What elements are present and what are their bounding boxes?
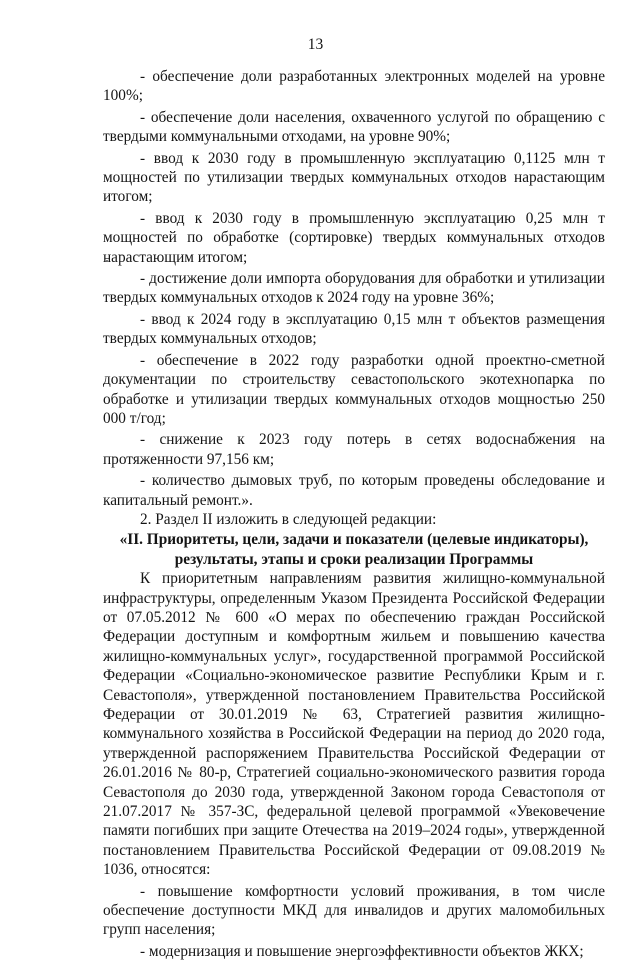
bullet-item: - ввод к 2024 году в эксплуатацию 0,15 млн т объектов размещения твердых коммунальных отходов; bbox=[103, 310, 605, 348]
section-heading: «II. Приоритеты, цели, задачи и показатели (целевые индикаторы), результаты, этапы и сроки реализации Программы bbox=[119, 531, 589, 568]
bullet-item: - количество дымовых труб, по которым проведены обследование и капитальный ремонт.». bbox=[103, 472, 605, 509]
bullet-item: - повышение комфортности условий проживания, в том числе обеспечение доступности МКД для инвалидов и других маломобильных групп населения; bbox=[103, 882, 605, 939]
bullet-item: - снижение к 2023 году потерь в сетях водоснабжения на протяженности 97,156 км; bbox=[103, 431, 605, 468]
bullet-item: - обеспечение доли разработанных электронных моделей на уровне 100%; bbox=[103, 68, 605, 105]
main-paragraph: К приоритетным направлениям развития жилищно-коммунальной инфраструктуры, определенным Указом Президента Российской Федерации от 07.05.2012 № 600 «О мерах по обеспечению граждан Российской Федерации доступным и комфортным жильем и повышению качества жилищно-коммунальных услуг», государственной программой Российской Федерации «Социально-экономическое развитие Республики Крым и г. Севастополя», утвержденной постановлением Правительства Российской Федерации от 30.01.2019 № 63, Стратегией развития жилищно-коммунального хозяйства в Российской Федерации на период до 2020 года, утвержденной распоряжением Правительства Российской Федерации от 26.01.2016 № 80-р, Стратегией социально-экономического развития города Севастополя до 2030 года, утвержденной Законом города Севастополя от 21.07.2017 № 357-ЗС, федеральной целевой программой «Увековечение памяти погибших при защите Отечества на 2019–2024 годы», утвержденной постановлением Правительства Российской Федерации от 09.08.2019 № 1036, относятся: bbox=[103, 570, 605, 879]
bullet-item: - ввод к 2030 году в промышленную эксплуатацию 0,25 млн т мощностей по обработке (сортировке) твердых коммунальных отходов нарастающим итогом; bbox=[103, 209, 605, 266]
instruction-line: 2. Раздел II изложить в следующей редакции: bbox=[140, 510, 437, 528]
bullet-item: - модернизация и повышение энергоэффективности объектов ЖКХ; bbox=[140, 942, 584, 960]
bullet-item: - обеспечение доли населения, охваченного услугой по обращению с твердыми коммунальными отходами, на уровне 90%; bbox=[103, 108, 605, 146]
bullet-item: - достижение доли импорта оборудования для обработки и утилизации твердых коммунальных отходов к 2024 году на уровне 36%; bbox=[103, 270, 605, 307]
document-body bbox=[103, 67, 605, 961]
bullet-item: - ввод к 2030 году в промышленную эксплуатацию 0,1125 млн т мощностей по утилизации твердых коммунальных отходов нарастающим итогом; bbox=[103, 149, 605, 206]
page-number: 13 bbox=[307, 36, 324, 53]
bullet-item: - обеспечение в 2022 году разработки одной проектно-сметной документации по строительству севастопольского экотехнопарка по обработке и утилизации твердых коммунальных отходов мощностью 250 000 т/год; bbox=[103, 351, 605, 427]
